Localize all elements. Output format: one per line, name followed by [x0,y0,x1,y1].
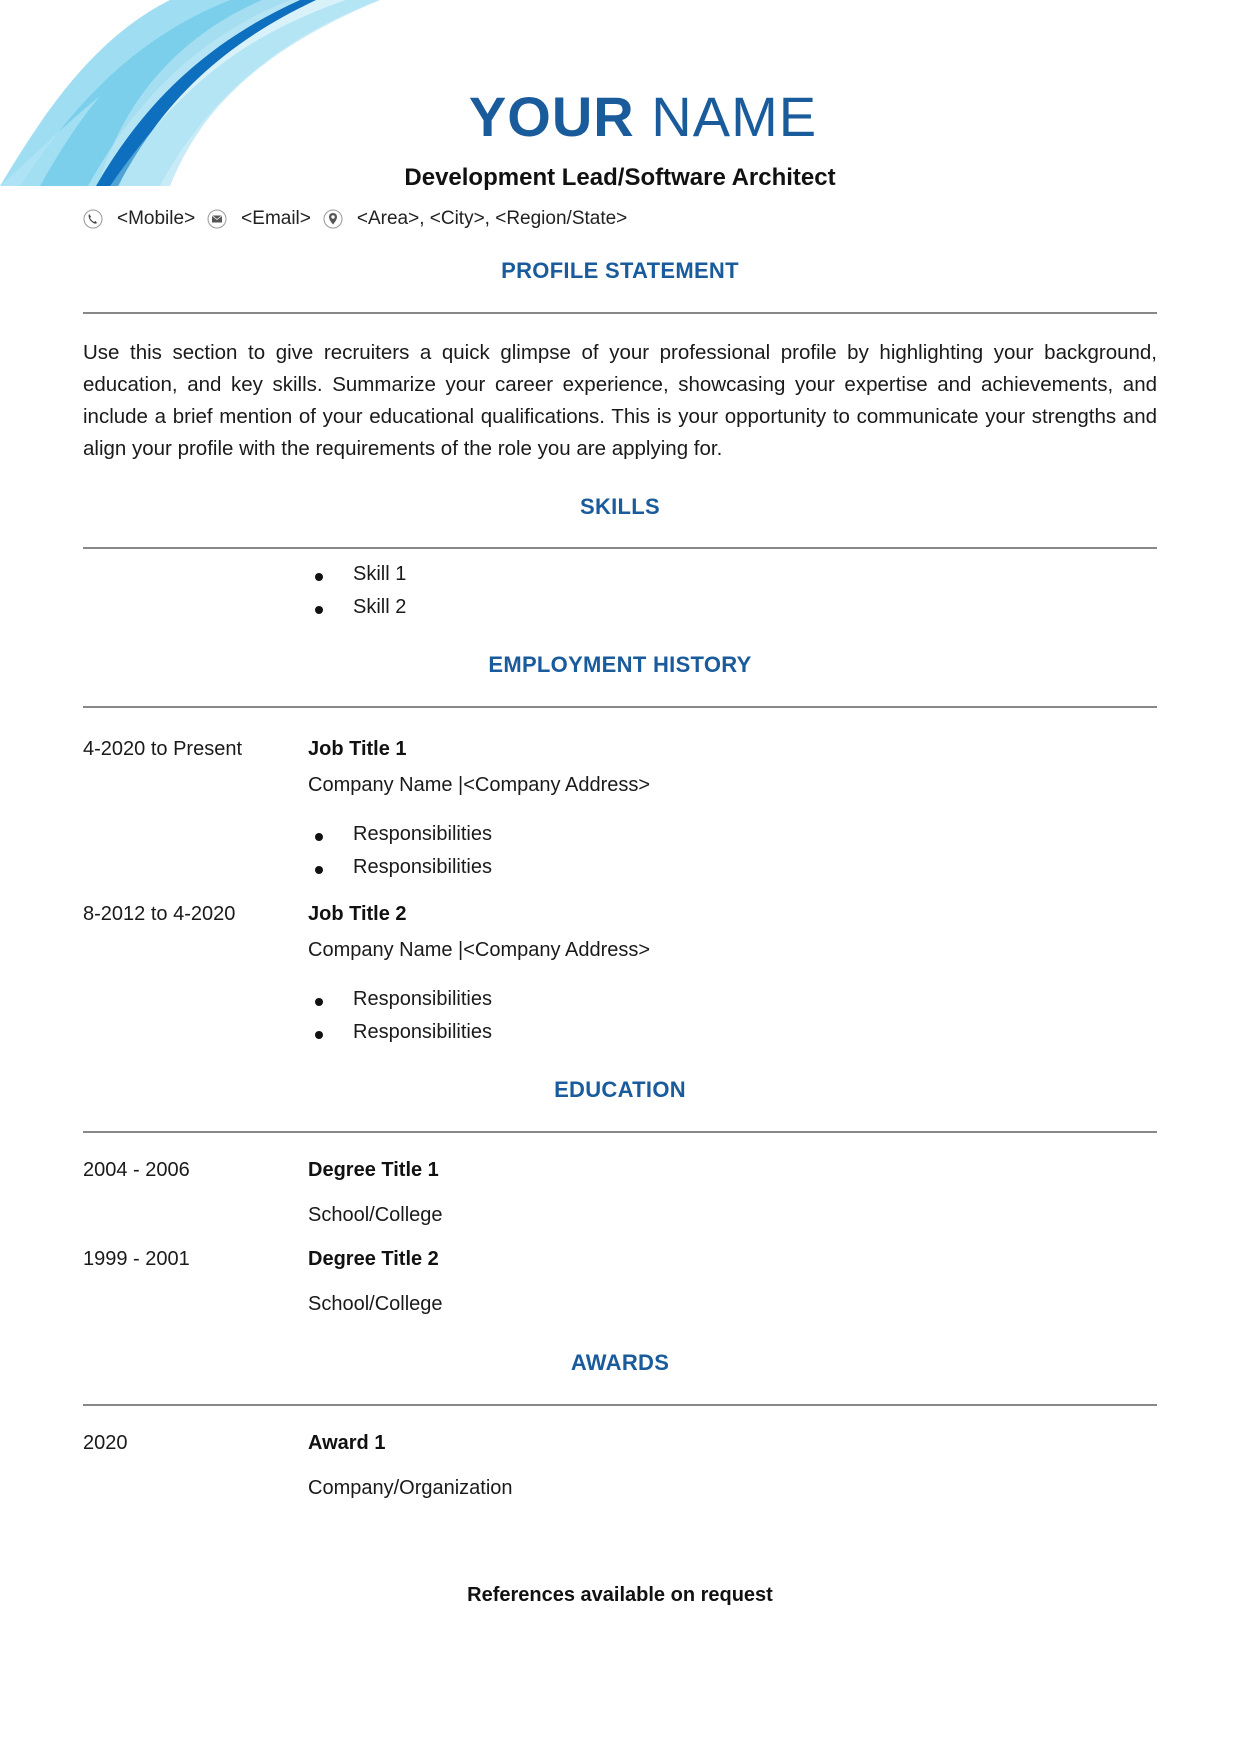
skills-section-title: SKILLS [579,494,661,519]
bullet-dot [315,833,323,841]
section-divider [83,547,1157,549]
name-first: YOUR [468,85,635,148]
job-dates: 4-2020 to Present [83,738,242,760]
school-name: School/College [308,1293,443,1315]
skill-label: Skill 1 [353,563,407,585]
education-section-title: EDUCATION [554,1077,686,1102]
bullet-dot [315,606,323,614]
bullet-dot [315,1031,323,1039]
responsibility-text: Responsibilities [353,823,492,845]
section-divider [83,312,1157,314]
candidate-name [0,84,1240,149]
job-title: Job Title 1 [308,738,407,760]
section-divider [83,1404,1157,1406]
responsibility-text: Responsibilities [353,1021,492,1043]
award-year: 2020 [83,1432,128,1454]
award-organization: Company/Organization [308,1477,513,1499]
responsibility-text: Responsibilities [353,856,492,878]
location-pin-icon [323,209,343,229]
email-icon [207,209,227,229]
contact-email: <Email> [241,208,311,229]
profile-text: Use this section to give recruiters a quick glimpse of your professional profile by highlighting your background, education, and key skills. Summarize your career experience, showcasing your expertise and achievements, and include a brief mention of your educational qualifications. This is your opportunity to communicate your strengths and align your profile with the requirements of the role you are applying for. [83,341,1157,460]
job-role-title: Development Lead/Software Architect [404,164,836,191]
degree-title: Degree Title 2 [308,1248,439,1270]
bullet-dot [315,866,323,874]
job-title: Job Title 2 [308,903,407,925]
profile-section-title: PROFILE STATEMENT [501,258,739,283]
bullet-dot [315,573,323,581]
section-divider [83,706,1157,708]
job-company: Company Name |<Company Address> [308,939,651,961]
references-note: References available on request [467,1584,773,1606]
awards-section-title: AWARDS [570,1350,670,1375]
responsibility-text: Responsibilities [353,988,492,1010]
phone-icon [83,209,103,229]
degree-title: Degree Title 1 [308,1159,439,1181]
job-dates: 8-2012 to 4-2020 [83,903,236,925]
contact-line [83,206,639,232]
contact-location: <Area>, <City>, <Region/State> [356,208,628,229]
section-divider [83,1131,1157,1133]
bullet-dot [315,998,323,1006]
employment-section-title: EMPLOYMENT HISTORY [488,652,752,677]
skill-label: Skill 2 [353,596,407,618]
name-last: NAME [651,85,818,148]
education-dates: 2004 - 2006 [83,1159,190,1181]
school-name: School/College [308,1204,443,1226]
contact-mobile: <Mobile> [117,208,196,229]
job-company: Company Name |<Company Address> [308,774,651,796]
award-name: Award 1 [308,1432,386,1454]
education-dates: 1999 - 2001 [83,1248,190,1270]
